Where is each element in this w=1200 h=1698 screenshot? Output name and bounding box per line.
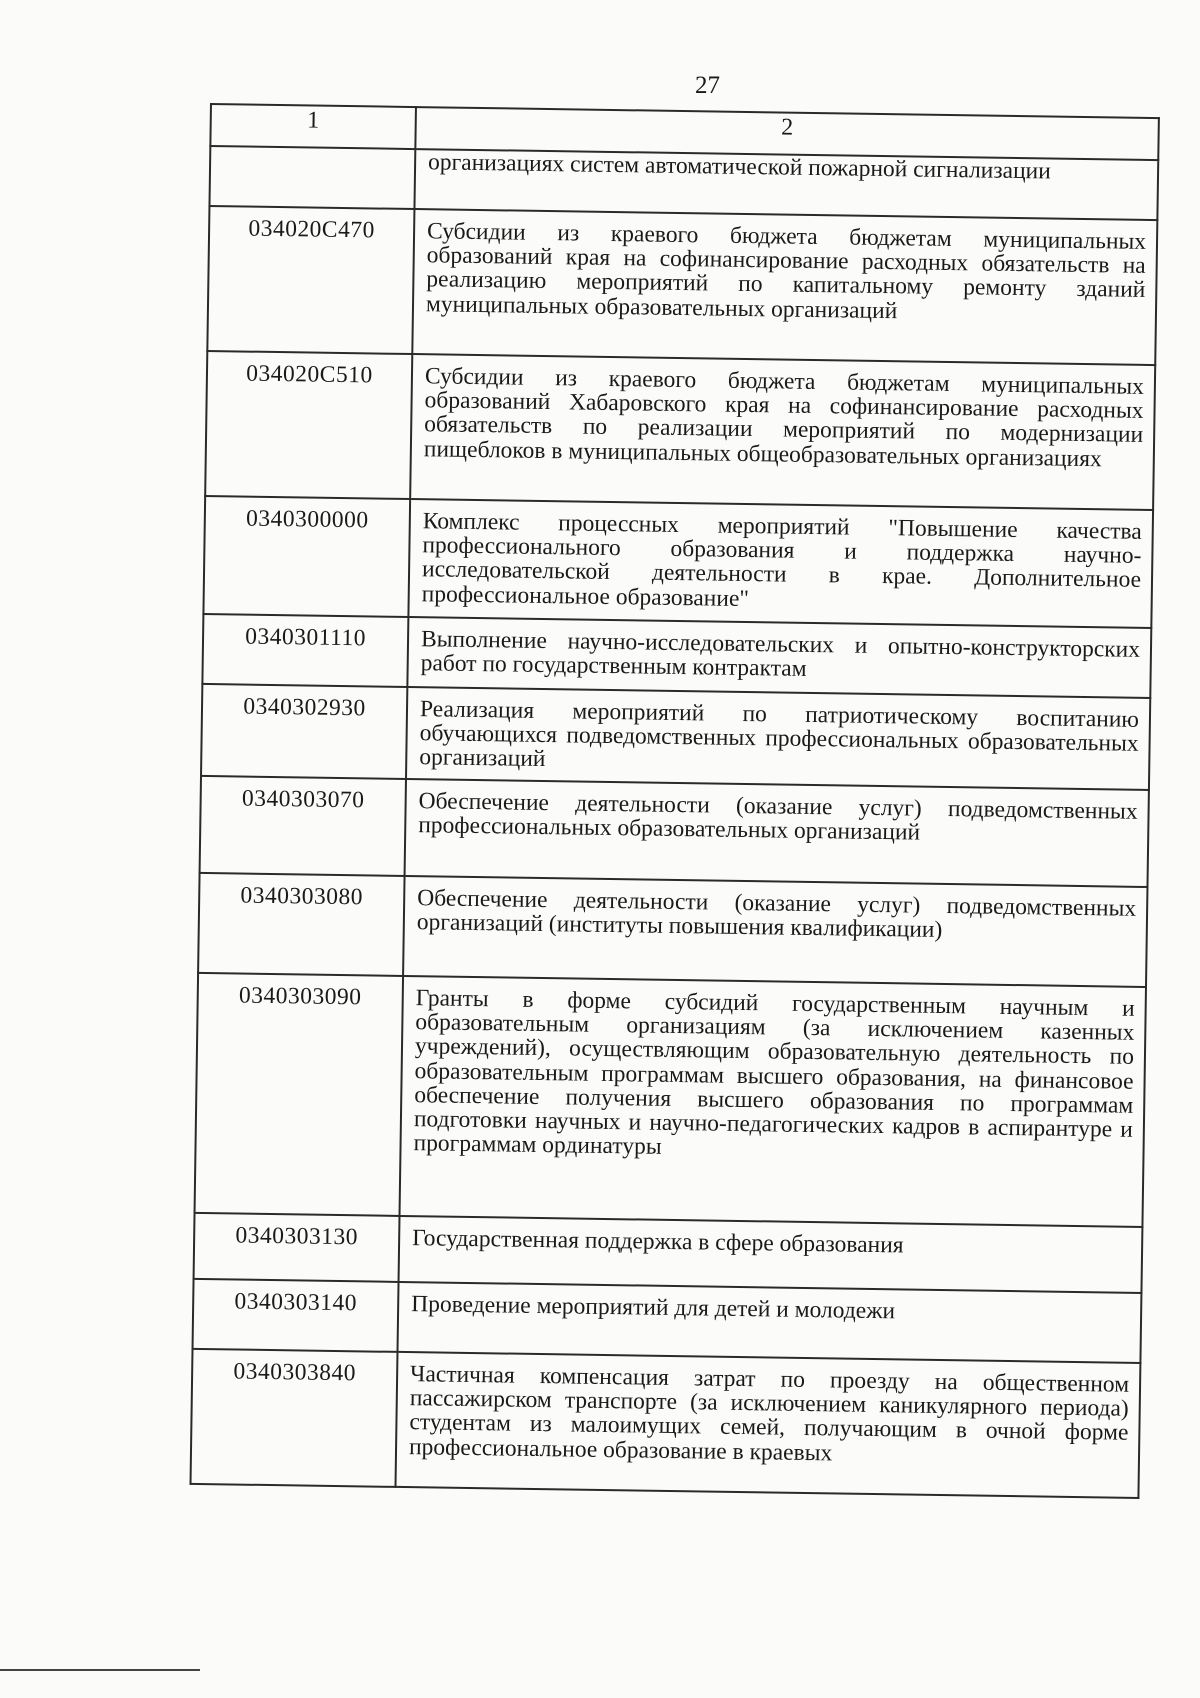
table-row: [200, 776, 1149, 887]
code-cell: 0340300000: [203, 496, 410, 617]
description-cell: Частичная компенсация затрат по проезду на общественном пассажирском транспорте (за исключением каникулярного периода) студентам из малоимущих семей, получающим в очной форме профессиональное образование в краевых: [395, 1352, 1140, 1498]
table-row: [205, 351, 1155, 510]
table-row: [195, 973, 1146, 1227]
code-cell: 034020C510: [205, 351, 412, 499]
code-cell: [209, 146, 415, 209]
table-row: [201, 684, 1150, 790]
code-cell: 0340303130: [194, 1213, 400, 1282]
budget-classification-table: [189, 103, 1159, 1499]
description-cell: Выполнение научно-исследовательских и опытно-конструкторских работ по государственным контрактам: [407, 617, 1151, 698]
footnote-separator-line: [0, 1669, 200, 1671]
table-row: [198, 873, 1147, 987]
table-row: [207, 206, 1157, 365]
code-cell: 0340303080: [198, 873, 404, 976]
description-cell: Гранты в форме субсидий государственным научным и образовательным организациям (за исключением казенных учреждений), осуществляющим образовательную деятельность по образовательным программам высшего образования, на финансовое обеспечение получения высшего образования по программам подготовки научных и научно-педагогических кадров в аспирантуре и программам ординатуры: [400, 976, 1146, 1227]
description-cell: Реализация мероприятий по патриотическому воспитанию обучающихся подведомственных профессиональных образовательных организаций: [406, 687, 1150, 790]
description-cell: организациях систем автоматической пожарной сигнализации: [414, 149, 1158, 220]
column-header-2: 2: [415, 107, 1159, 160]
code-cell: 0340303090: [195, 973, 404, 1216]
table-row: [191, 1349, 1141, 1498]
description-cell: Обеспечение деятельности (оказание услуг) подведомственных профессиональных образовательных организаций: [405, 779, 1149, 887]
code-cell: 0340302930: [201, 684, 407, 779]
page-number: 27: [695, 72, 720, 99]
description-cell: Комплекс процессных мероприятий "Повышение качества профессионального образования и поддержка научно-исследовательской деятельности в крае. Дополнительное профессиональное образование": [408, 499, 1153, 628]
code-cell: 034020C470: [207, 206, 414, 354]
table-row: [203, 496, 1153, 628]
description-cell: Обеспечение деятельности (оказание услуг) подведомственных организаций (институты повышения квалификации): [403, 876, 1147, 987]
code-cell: 0340303070: [200, 776, 406, 876]
code-cell: 0340303840: [191, 1349, 398, 1487]
description-cell: Проведение мероприятий для детей и молодежи: [397, 1282, 1141, 1363]
description-cell: Субсидии из краевого бюджета бюджетам муниципальных образований края на софинансирование расходных обязательств на реализацию мероприятий по капитальному ремонту зданий муниципальных образовательных организаций: [412, 209, 1157, 365]
code-cell: 0340303140: [193, 1279, 399, 1352]
description-cell: Государственная поддержка в сфере образования: [399, 1216, 1143, 1293]
column-header-1: 1: [210, 104, 416, 149]
code-cell: 0340301110: [202, 614, 408, 687]
description-cell: Субсидии из краевого бюджета бюджетам муниципальных образований Хабаровского края на софинансирование расходных обязательств по реализации мероприятий по модернизации пищеблоков в муниципальных общеобразовательных организациях: [410, 354, 1155, 510]
